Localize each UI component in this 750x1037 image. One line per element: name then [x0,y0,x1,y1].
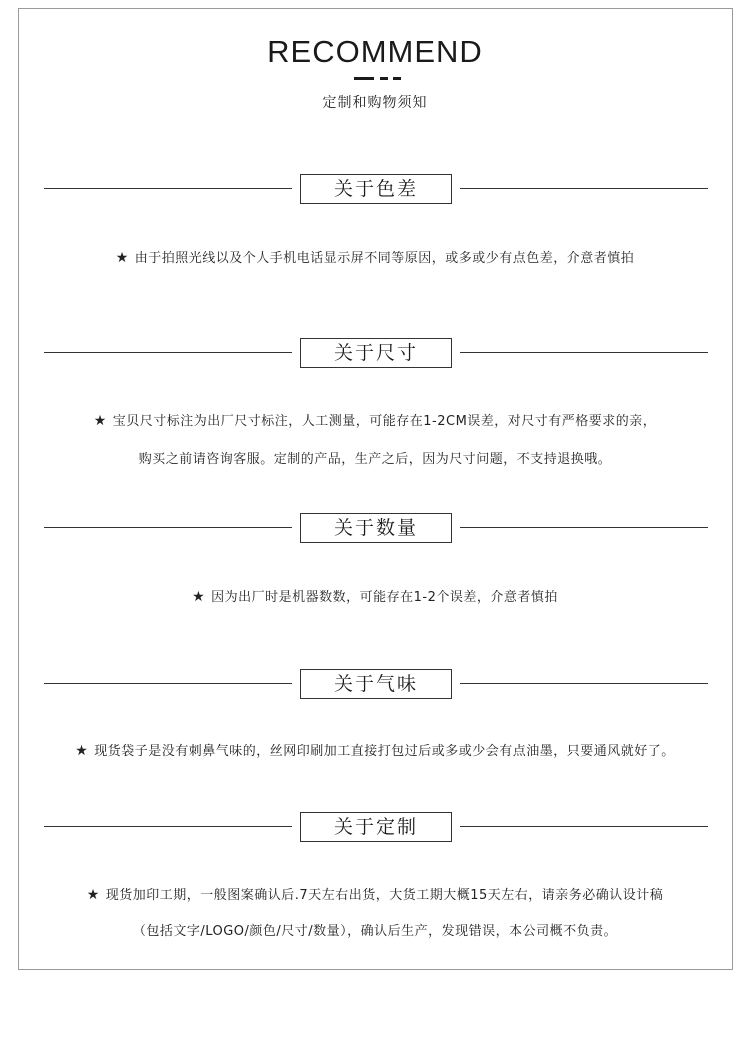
section-title: 关于尺寸 [300,338,452,368]
note-text: （包括文字/LOGO/颜色/尺寸/数量），确认后生产，发现错误，本公司概不负责。 [132,924,618,939]
note-smell [20,740,730,759]
note-size-continued [20,448,730,467]
divider-line [44,188,292,189]
section-title: 关于气味 [300,669,452,699]
note-color [20,247,730,266]
divider-line [460,188,708,189]
star-icon: ★ [93,413,107,429]
section-title: 关于色差 [300,174,452,204]
page-title: RECOMMEND [267,34,483,69]
divider-line [44,352,292,353]
star-icon: ★ [75,743,89,759]
section-heading-smell [44,669,708,699]
page-subtitle: 定制和购物须知 [322,95,428,111]
note-text: 现货加印工期，一般图案确认后.7天左右出货，大货工期大概15天左右，请亲务必确认设计稿 [105,888,664,903]
note-custom-continued [20,920,730,939]
star-icon: ★ [192,589,206,605]
note-text: 宝贝尺寸标注为出厂尺寸标注，人工测量，可能存在1-2CM误差，对尺寸有严格要求的亲， [112,414,657,429]
divider-line [460,826,708,827]
note-text: 购买之前请咨询客服。定制的产品，生产之后，因为尺寸问题，不支持退换哦。 [138,452,612,467]
divider-line [44,527,292,528]
section-heading-quantity [44,513,708,543]
star-icon: ★ [115,250,129,266]
note-quantity [20,586,730,605]
divider-line [460,527,708,528]
divider-line [44,826,292,827]
note-custom [20,884,730,903]
divider-line [460,352,708,353]
section-title: 关于数量 [300,513,452,543]
note-text: 现货袋子是没有刺鼻气味的，丝网印刷加工直接打包过后或多或少会有点油墨，只要通风就好了。 [94,744,675,759]
title-underline-dash [393,77,401,80]
note-text: 由于拍照光线以及个人手机电话显示屏不同等原因，或多或少有点色差，介意者慎拍 [134,251,635,266]
divider-line [460,683,708,684]
section-heading-size [44,338,708,368]
star-icon: ★ [86,887,100,903]
section-title: 关于定制 [300,812,452,842]
title-underline-dash [380,77,388,80]
section-heading-color [44,174,708,204]
section-heading-custom [44,812,708,842]
divider-line [44,683,292,684]
note-size [20,410,730,429]
title-underline-long [354,77,374,80]
note-text: 因为出厂时是机器数数，可能存在1-2个误差，介意者慎拍 [211,590,558,605]
